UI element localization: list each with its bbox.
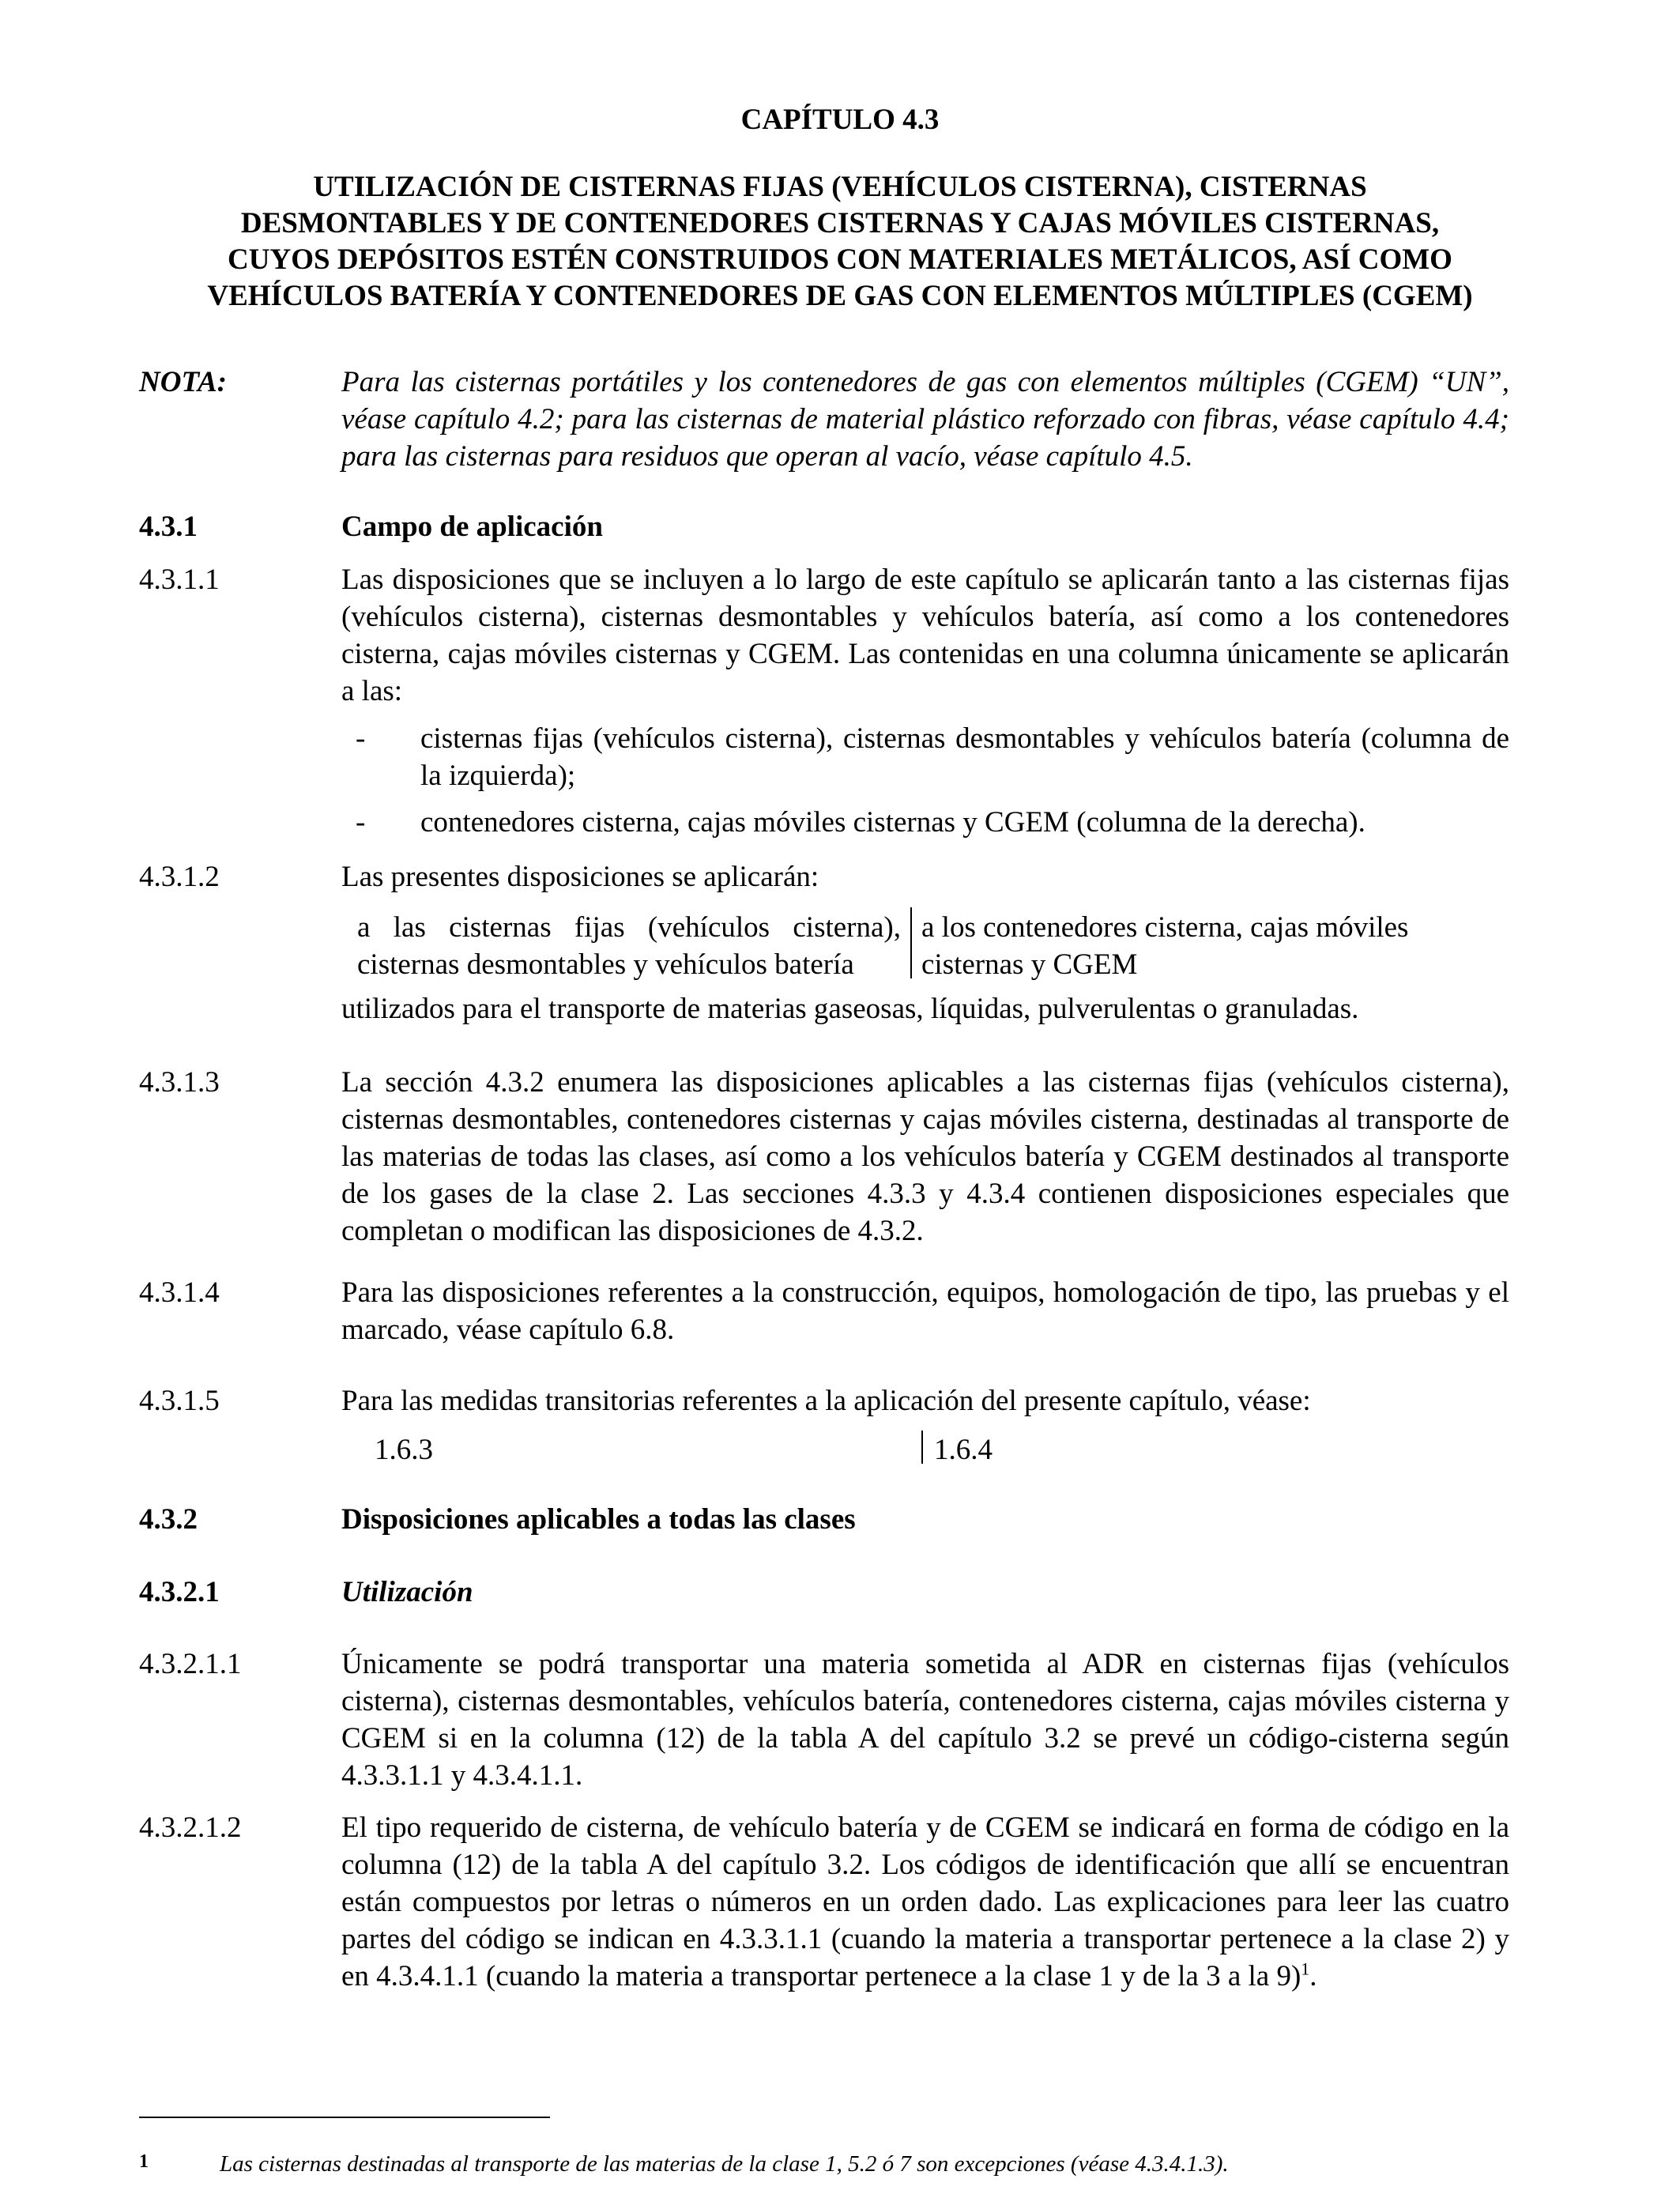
title-line: UTILIZACIÓN DE CISTERNAS FIJAS (VEHÍCULOS CISTERNA), CISTERNAS xyxy=(313,171,1367,203)
paragraph-number: 4.3.1.5 xyxy=(139,1385,220,1417)
list-dash: - xyxy=(356,806,366,839)
chapter-title xyxy=(126,169,1554,315)
reference-right: 1.6.4 xyxy=(934,1434,993,1466)
title-line: CUYOS DEPÓSITOS ESTÉN CONSTRUIDOS CON MATERIALES METÁLICOS, ASÍ COMO xyxy=(228,243,1452,276)
subsection-title: Utilización xyxy=(341,1576,473,1608)
list-dash: - xyxy=(356,722,366,755)
footnote-text: Las cisternas destinadas al transporte de las materias de la clase 1, 5.2 ó 7 son excepciones (véase 4.3.4.1.3). xyxy=(220,2151,1229,2177)
footnote-reference[interactable]: 1 xyxy=(1301,1958,1310,1979)
chapter-heading: CAPÍTULO 4.3 xyxy=(740,104,940,136)
section-title: Disposiciones aplicables a todas las clases xyxy=(341,1503,856,1536)
subsection-number: 4.3.2.1 xyxy=(139,1576,220,1608)
paragraph-number: 4.3.2.1.2 xyxy=(139,1811,242,1844)
nota-label: NOTA: xyxy=(139,366,227,398)
title-line: VEHÍCULOS BATERÍA Y CONTENEDORES DE GAS CON ELEMENTOS MÚLTIPLES (CGEM) xyxy=(207,280,1473,312)
column-divider xyxy=(910,907,912,978)
section-number: 4.3.2 xyxy=(139,1503,198,1536)
paragraph-number: 4.3.1.1 xyxy=(139,564,220,596)
footnote-separator xyxy=(139,2117,550,2118)
footnote-number: 1 xyxy=(139,2151,149,2172)
paragraph-text: Únicamente se podrá transportar una materia sometida al ADR en cisternas fijas (vehículos cisterna), cisternas desmontables, vehículos batería, contenedores cisterna, cajas móviles cisterna y CGEM si en la columna (12) de la tabla A del capítulo 3.2 se prevé un código-cisterna según 4.3.3.1.1 y 4.3.4.1.1. xyxy=(341,1648,1509,1792)
list-item: contenedores cisterna, cajas móviles cisternas y CGEM (columna de la derecha). xyxy=(420,806,1365,839)
section-title: Campo de aplicación xyxy=(341,511,603,543)
right-column-text: a los contenedores cisterna, cajas móviles cisternas y CGEM xyxy=(921,911,1409,981)
paragraph-text: Las presentes disposiciones se aplicarán: xyxy=(341,861,819,893)
paragraph-text: La sección 4.3.2 enumera las disposiciones aplicables a las cisternas fijas (vehículos cisterna), cisternas desmontables, contenedores cisternas y cajas móviles cisterna, destinadas al transporte de las materias de todas las clases, así como a los vehículos batería y CGEM destinados al transporte de los gases de la clase 2. Las secciones 4.3.3 y 4.3.4 contienen disposiciones especiales que completan o modifican las disposiciones de 4.3.2. xyxy=(341,1066,1509,1247)
paragraph-body: El tipo requerido de cisterna, de vehículo batería y de CGEM se indicará en forma de código en la columna (12) de la tabla A del capítulo 3.2. Los códigos de identificación que allí se encuentran están compuestos por letras o números en un orden dado. Las explicaciones para leer las cuatro partes del código se indican en 4.3.3.1.1 (cuando la materia a transportar pertenece a la clase 2) y en 4.3.4.1.1 (cuando la materia a transportar pertenece a la clase 1 y de la 3 a la 9) xyxy=(341,1811,1509,1992)
paragraph-text: Para las medidas transitorias referentes a la aplicación del presente capítulo, véase: xyxy=(341,1385,1311,1417)
paragraph-number: 4.3.1.3 xyxy=(139,1066,220,1099)
paragraph-number: 4.3.1.4 xyxy=(139,1276,220,1309)
paragraph-number: 4.3.2.1.1 xyxy=(139,1648,242,1680)
paragraph-text xyxy=(341,1809,1509,1995)
paragraph-end: . xyxy=(1309,1960,1317,1992)
title-line: DESMONTABLES Y DE CONTENEDORES CISTERNAS Y CAJAS MÓVILES CISTERNAS, xyxy=(240,207,1440,239)
reference-left: 1.6.3 xyxy=(375,1434,433,1466)
paragraph-number: 4.3.1.2 xyxy=(139,861,220,893)
paragraph-text: utilizados para el transporte de materias gaseosas, líquidas, pulverulentas o granuladas. xyxy=(341,993,1359,1025)
section-number: 4.3.1 xyxy=(139,511,198,543)
column-divider xyxy=(921,1431,923,1464)
paragraph-text: Las disposiciones que se incluyen a lo largo de este capítulo se aplicarán tanto a las cisternas fijas (vehículos cisterna), cisternas desmontables y vehículos batería, así como a los contenedores cisterna, cajas móviles cisternas y CGEM. Las contenidas en una columna únicamente se aplicarán a las: xyxy=(341,564,1509,707)
paragraph-text: Para las disposiciones referentes a la construcción, equipos, homologación de tipo, las pruebas y el marcado, véase capítulo 6.8. xyxy=(341,1276,1509,1346)
list-item: cisternas fijas (vehículos cisterna), cisternas desmontables y vehículos batería (columna de la izquierda); xyxy=(420,722,1509,792)
left-column-text: a las cisternas fijas (vehículos cisterna), cisternas desmontables y vehículos batería xyxy=(357,911,901,981)
nota-text: Para las cisternas portátiles y los contenedores de gas con elementos múltiples (CGEM) “UN”, véase capítulo 4.2; para las cisternas de material plástico reforzado con fibras, véase capítulo 4.4; para las cisternas para residuos que operan al vacío, véase capítulo 4.5. xyxy=(341,366,1509,473)
